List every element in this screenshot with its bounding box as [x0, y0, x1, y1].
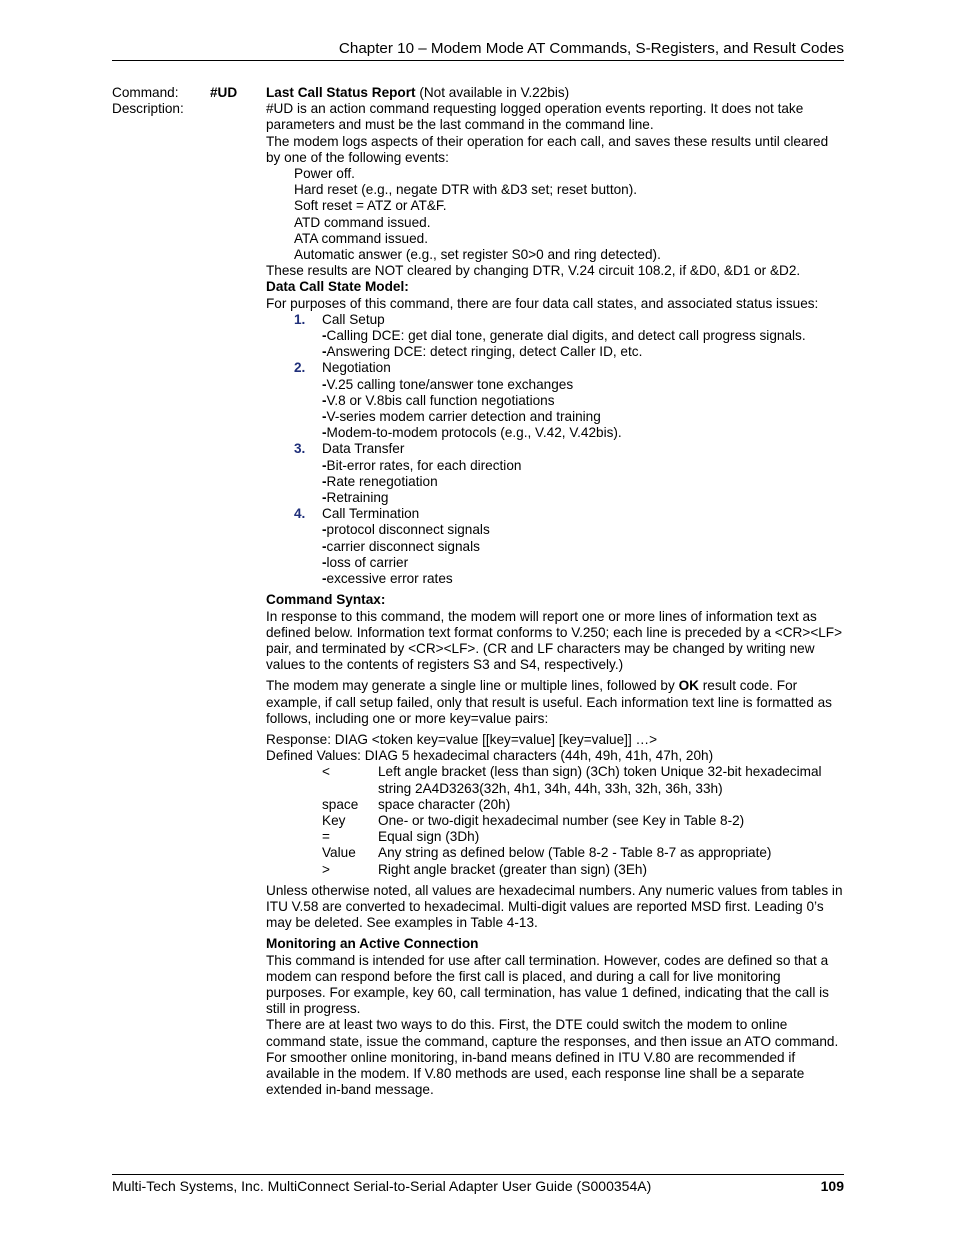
state-issue: -V.25 calling tone/answer tone exchanges	[322, 376, 574, 392]
event-item: Soft reset = ATZ or AT&F.	[294, 198, 447, 214]
state-issue: -V-series modem carrier detection and training	[322, 409, 601, 425]
description-body	[266, 85, 844, 1098]
definition-row: Value Any string as defined below (Table 8-2 - Table 8-7 as appropriate)	[322, 845, 772, 861]
state-issue: -Bit-error rates, for each direction	[322, 457, 522, 473]
event-item: Power off.	[294, 166, 355, 182]
ok-result-code: OK	[678, 678, 699, 694]
monitor-paragraph: There are at least two ways to do this. First, the DTE could switch the modem to online command state, issue the command, capture the responses, and then issue an ATO command. For smoother online monitoring, in-band means defined in ITU V.80 are recommended if available in the modem. If V.80 methods are used, each response line shall be a separate extended in-band message.	[266, 1017, 839, 1098]
model-heading: Data Call State Model:	[266, 279, 409, 295]
page-footer	[112, 1174, 844, 1194]
state-issue: -excessive error rates	[322, 571, 453, 587]
monitor-paragraph: This command is intended for use after call termination. However, codes are defined so that a modem can respond before the first call is placed, and during a call for live monitoring purposes. For example, key 60, call termination, has value 1 defined, indicating that the call is still in progress.	[266, 952, 829, 1017]
state-issue: -Rate renegotiation	[322, 473, 438, 489]
not-cleared-note: These results are NOT cleared by changing DTR, V.24 circuit 108.2, if &D0, &D1 or &D2.	[266, 263, 801, 279]
description-label: Description:	[112, 101, 184, 117]
command-code: #UD	[210, 85, 238, 100]
state-name: Call Termination	[322, 506, 420, 522]
definitions-list	[266, 764, 844, 877]
state-name: Data Transfer	[322, 441, 405, 457]
state-issue: -protocol disconnect signals	[322, 522, 490, 538]
intro-line: The modem logs aspects of their operation for each call, and saves these results until cleared by one of the following events:	[266, 133, 829, 165]
state-number: 2.	[294, 360, 306, 376]
state-number: 3.	[294, 441, 306, 457]
command-title	[266, 85, 844, 101]
state-name: Call Setup	[322, 311, 385, 327]
state-issue: -carrier disconnect signals	[322, 538, 480, 554]
state-issue: -V.8 or V.8bis call function negotiations	[322, 392, 555, 408]
command-label: Command:	[112, 85, 179, 100]
definition-row: = Equal sign (3Dh)	[322, 829, 480, 845]
syntax-heading: Command Syntax:	[266, 592, 386, 608]
definition-row: Key One- or two-digit hexadecimal number (see Key in Table 8-2)	[322, 812, 745, 828]
state-issue: -Retraining	[322, 490, 389, 506]
chapter-header	[112, 40, 844, 61]
chapter-title: Chapter 10 – Modem Mode AT Commands, S-Registers, and Result Codes	[338, 40, 844, 57]
definition-row: > Right angle bracket (greater than sign) (3Eh)	[322, 861, 647, 877]
state-issue: -Calling DCE: get dial tone, generate dial digits, and detect call progress signals.	[322, 328, 806, 344]
state-issue: -loss of carrier	[322, 554, 409, 570]
syntax-paragraph: The modem may generate a single line or multiple lines, followed by OK result code. For example, if call setup failed, only that result is useful. Each information text line is formatted as follows, including one or more key=value pairs:	[266, 678, 832, 726]
state-item	[266, 312, 844, 328]
model-intro: For purposes of this command, there are four data call states, and associated status issues:	[266, 295, 819, 311]
hex-note: Unless otherwise noted, all values are hexadecimal numbers. Any numeric values from tables in ITU V.58 are converted to hexadecimal. Multi-digit values are reported MSD first. Leading 0’s may be deleted. See examples in Table 4-13.	[266, 882, 843, 931]
footer-title: Multi-Tech Systems, Inc. MultiConnect Serial-to-Serial Adapter User Guide (S000354A)	[112, 1178, 652, 1194]
page-number: 109	[820, 1178, 844, 1194]
state-name: Negotiation	[322, 360, 391, 376]
state-issue: -Modem-to-modem protocols (e.g., V.42, V.42bis).	[322, 425, 622, 441]
defined-values: Defined Values: DIAG 5 hexadecimal characters (44h, 49h, 41h, 47h, 20h)	[266, 748, 714, 764]
state-number: 4.	[294, 506, 306, 522]
definition-row: < Left angle bracket (less than sign) (3Ch) token Unique 32-bit hexadecimal string 2A4D3263(32h, 4h1, 34h, 44h, 33h, 32h, 36h, 33h)	[322, 764, 822, 796]
command-title-note: (Not available in V.22bis)	[415, 85, 570, 100]
intro-line: #UD is an action command requesting logged operation events reporting. It does not take parameters and must be the last command in the command line.	[266, 101, 804, 133]
monitor-heading: Monitoring an Active Connection	[266, 936, 479, 952]
event-item: ATD command issued.	[294, 214, 431, 230]
state-item	[266, 441, 844, 457]
event-item: Hard reset (e.g., negate DTR with &D3 set; reset button).	[294, 182, 638, 198]
state-number: 1.	[294, 311, 306, 327]
state-issue: -Answering DCE: detect ringing, detect Caller ID, etc.	[322, 344, 643, 360]
left-labels	[112, 85, 184, 117]
state-item	[266, 360, 844, 376]
syntax-paragraph: In response to this command, the modem will report one or more lines of information text as defined below. Information text format conforms to V.250; each line is preceded by a <CR><LF> pair, and terminated by <CR><LF>. (CR and LF characters may be changed by writing new values to the contents of registers S3 and S4, respectively.)	[266, 608, 843, 673]
state-item	[266, 506, 844, 522]
command-title-bold: Last Call Status Report	[266, 85, 416, 100]
event-item: ATA command issued.	[294, 230, 428, 246]
response-format: Response: DIAG <token key=value [[key=value] [key=value]] …>	[266, 731, 658, 747]
event-item: Automatic answer (e.g., set register S0>0 and ring detected).	[294, 247, 661, 263]
definition-row: space space character (20h)	[322, 796, 511, 812]
